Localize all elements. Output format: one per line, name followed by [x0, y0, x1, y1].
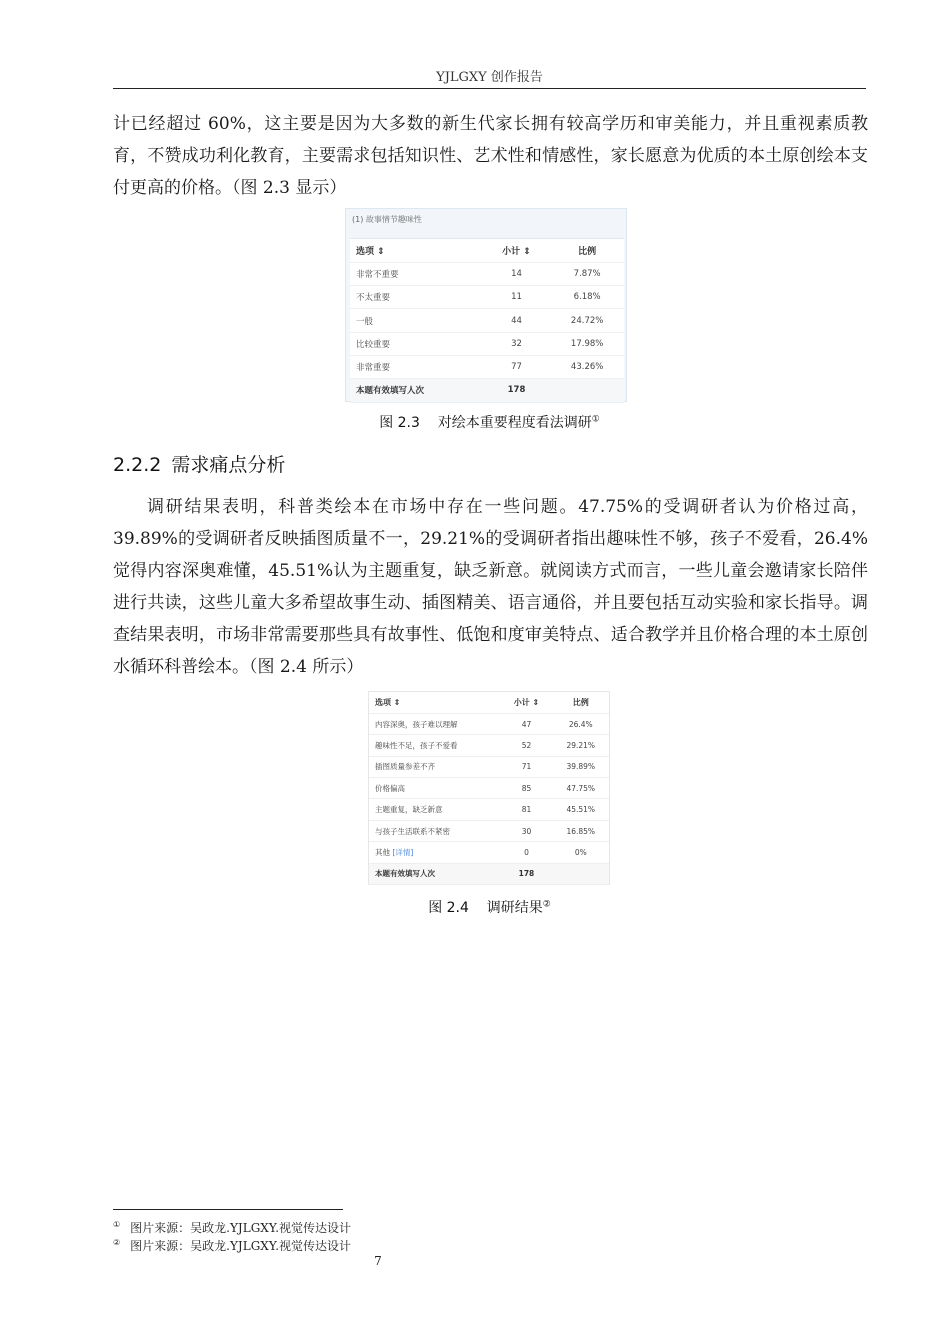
option-label: 趣味性不足，孩子不爱看: [375, 740, 458, 750]
option-label: 价格偏高: [375, 783, 405, 793]
details-link[interactable]: [详情]: [392, 847, 414, 857]
total-ratio: [553, 863, 609, 884]
footnote-mark: ②: [113, 1238, 121, 1247]
footnote-rule: [113, 1209, 343, 1210]
figure-2-4-survey-table: [368, 691, 610, 885]
option-label: 内容深奥，孩子难以理解: [375, 719, 458, 729]
footnote-1: [113, 1219, 351, 1236]
figure-2-3-survey-table: [345, 208, 627, 402]
table-header-row: [350, 239, 624, 262]
option-ratio: 47.75%: [566, 783, 596, 793]
option-count: 11: [511, 292, 522, 303]
table-total-row: [350, 379, 624, 402]
option-label: 与孩子生活联系不紧密: [375, 826, 450, 836]
option-label: 非常不重要: [356, 269, 399, 280]
caption-text: 对绘本重要程度看法调研: [437, 415, 592, 431]
table-row: [369, 713, 609, 734]
paragraph-2: 调研结果表明，科普类绘本在市场中存在一些问题。47.75%的受调研者认为价格过高，39.89%的受调研者反映插图质量不一，29.21%的受调研者指出趣味性不够，孩子不爱看，26.4%觉得内容深奥难懂，45.51%认为主题重复，缺乏新意。就阅读方式而言，一些儿童会邀请家长陪伴进行共读，这些儿童大多希望故事生动、插图精美、语言通俗，并且要包括互动实验和家长指导。调查结果表明，市场非常需要那些具有故事性、低饱和度审美特点、适合教学并且价格合理的本土原创水循环科普绘本。（图 2.4 所示）: [113, 497, 868, 677]
total-ratio: [550, 379, 624, 402]
option-label: [369, 842, 500, 863]
total-label: 本题有效填写人次: [350, 379, 483, 402]
column-header-count: 小计 ⇕: [513, 697, 540, 707]
option-count: 47: [521, 719, 532, 729]
option-label: 主题重复，缺乏新意: [375, 805, 443, 815]
table-row: [350, 262, 624, 285]
option-label: 比较重要: [356, 339, 391, 350]
option-count: 71: [521, 762, 532, 772]
footnote-mark: ①: [113, 1220, 121, 1229]
paragraph-1: 计已经超过 60%，这主要是因为大多数的新生代家长拥有较高学历和审美能力，并且重视素质教育，不赞成功利化教育，主要需求包括知识性、艺术性和情感性，家长愿意为优质的本土原创绘本支付更高的价格。（图 2.3 显示）: [113, 114, 868, 198]
option-ratio: 29.21%: [566, 740, 596, 750]
survey-table-importance: [350, 239, 624, 403]
page-number: 7: [374, 1254, 382, 1268]
option-label: 一般: [356, 316, 374, 327]
column-header-option: 选项 ⇕: [356, 246, 385, 257]
table-row: [369, 756, 609, 777]
section-heading: [113, 450, 285, 477]
total-count: 178: [483, 379, 551, 402]
header-rule: [113, 88, 866, 89]
figure-2-3-question-title: (1) 故事情节趣味性: [352, 215, 422, 224]
footnote-text: 图片来源：吴政龙.YJLGXY.视觉传达设计: [130, 1239, 352, 1253]
option-ratio: 6.18%: [573, 292, 601, 303]
survey-table-pain-points: [369, 692, 609, 885]
option-count: 14: [511, 268, 522, 279]
option-ratio: 24.72%: [570, 315, 604, 326]
option-ratio: 43.26%: [570, 362, 604, 373]
option-ratio: 7.87%: [573, 268, 601, 279]
figure-2-3-caption: [113, 412, 866, 432]
table-row: [350, 355, 624, 378]
option-count: 0: [524, 847, 529, 857]
option-label: 插图质量参差不齐: [375, 762, 435, 772]
total-label: 本题有效填写人次: [369, 863, 500, 884]
table-row: [350, 332, 624, 355]
footnote-2: [113, 1237, 351, 1254]
option-ratio: 0%: [574, 847, 587, 857]
option-ratio: 26.4%: [568, 719, 593, 729]
option-count: 81: [521, 805, 532, 815]
other-label: 其他: [375, 847, 390, 857]
option-ratio: 17.98%: [570, 338, 604, 349]
figure-2-4-caption: [113, 897, 866, 917]
caption-label: 图 2.3: [379, 415, 420, 431]
table-total-row: [369, 863, 609, 884]
option-label: 非常重要: [356, 363, 391, 374]
option-ratio: 45.51%: [566, 805, 596, 815]
table-row: [369, 799, 609, 820]
footnote-ref: ①: [591, 414, 600, 425]
option-count: 30: [521, 826, 532, 836]
column-header-ratio: 比例: [572, 697, 589, 707]
option-label: 不太重要: [356, 293, 391, 304]
table-row: [369, 820, 609, 841]
footnote-text: 图片来源：吴政龙.YJLGXY.视觉传达设计: [130, 1221, 352, 1235]
column-header-count: 小计 ⇕: [502, 246, 531, 257]
column-header-option: 选项 ⇕: [375, 697, 401, 707]
option-ratio: 39.89%: [566, 762, 596, 772]
caption-label: 图 2.4: [428, 900, 469, 916]
column-header-ratio: 比例: [578, 246, 597, 257]
option-count: 44: [511, 315, 522, 326]
table-row: [369, 735, 609, 756]
option-count: 77: [511, 362, 522, 373]
table-row: [369, 778, 609, 799]
table-header-row: [369, 692, 609, 713]
option-ratio: 16.85%: [566, 826, 596, 836]
section-title: 需求痛点分析: [171, 454, 286, 476]
option-count: 85: [521, 783, 532, 793]
option-count: 32: [511, 338, 522, 349]
running-header: YJLGXY 创作报告: [436, 70, 543, 85]
footnote-ref: ②: [542, 899, 551, 910]
table-row-other: [369, 842, 609, 863]
table-row: [350, 286, 624, 309]
table-row: [350, 309, 624, 332]
option-count: 52: [521, 740, 532, 750]
section-number: 2.2.2: [113, 454, 162, 476]
total-count: 178: [500, 863, 552, 884]
caption-text: 调研结果: [486, 900, 543, 916]
